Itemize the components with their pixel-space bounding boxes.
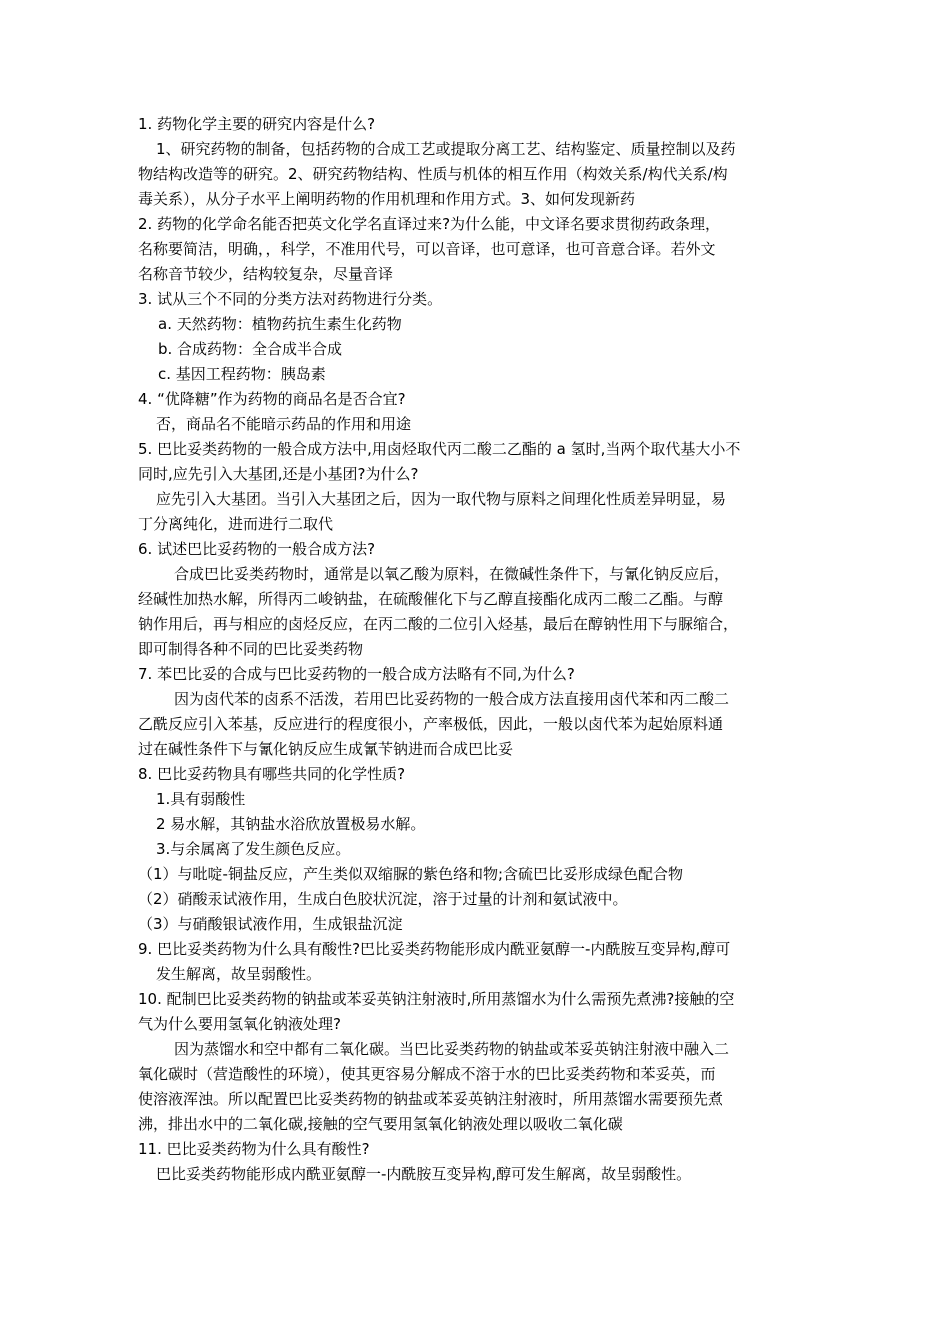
question-4: 4. “优降糖”作为药物的商品名是否合宜? (138, 390, 406, 408)
question-5-cont: 同时,应先引入大基团,还是小基团?为什么? (138, 465, 419, 483)
question-3: 3. 试从三个不同的分类方法对药物进行分类。 (138, 290, 443, 308)
answer-list-item: b. 合成药物：全合成半合成 (158, 340, 343, 358)
answer-line: 发生解离，故呈弱酸性。 (156, 965, 322, 983)
answer-line: 名称音节较少，结构较复杂，尽量音译 (138, 265, 394, 283)
answer-line: （1）与吡啶-铜盐反应，产生类似双缩脲的紫色络和物;含硫巴比妥形成绿色配合物 (138, 865, 684, 883)
answer-line: 因为卤代苯的卤系不活泼，若用巴比妥药物的一般合成方法直接用卤代苯和丙二酸二 (174, 690, 730, 708)
answer-line: 因为蒸馏水和空中都有二氧化碳。当巴比妥类药物的钠盐或苯妥英钠注射液中融入二 (174, 1040, 730, 1058)
answer-line: 物结构改造等的研究。2、研究药物结构、性质与机体的相互作用（构效关系/构代关系/构 (138, 165, 728, 183)
answer-line: 1、研究药物的制备，包括药物的合成工艺或提取分离工艺、结构鉴定、质量控制以及药 (156, 140, 736, 158)
answer-line: 乙酰反应引入苯基，反应进行的程度很小，产率极低，因此，一般以卤代苯为起始原料通 (138, 715, 724, 733)
answer-line: 应先引入大基团。当引入大基团之后，因为一取代物与原料之间理化性质差异明显，易 (156, 490, 727, 508)
answer-line: 丁分离纯化，进而进行二取代 (138, 515, 334, 533)
question-7: 7. 苯巴比妥的合成与巴比妥药物的一般合成方法略有不同,为什么? (138, 665, 575, 683)
question-5: 5. 巴比妥类药物的一般合成方法中,用卤烃取代丙二酸二乙酯的 a 氢时,当两个取代基大小不 (138, 440, 741, 458)
answer-line: 经碱性加热水解，所得丙二峻钠盐，在硫酸催化下与乙醇直接酯化成丙二酸二乙酯。与醇 (138, 590, 724, 608)
question-10: 10. 配制巴比妥类药物的钠盐或苯妥英钠注射液时,所用蒸馏水为什么需预先煮沸?接触的空 (138, 990, 735, 1008)
answer-line: （3）与硝酸银试液作用，生成银盐沉淀 (138, 915, 403, 933)
question-8: 8. 巴比妥药物具有哪些共同的化学性质? (138, 765, 406, 783)
answer-list-item: c. 基因工程药物：胰岛素 (158, 365, 326, 383)
question-10-cont: 气为什么要用氢氧化钠液处理? (138, 1015, 341, 1033)
answer-line: 名称要简洁，明确，，科学，不准用代号，可以音译，也可意译，也可音意合译。若外文 (138, 240, 716, 258)
answer-line: 合成巴比妥类药物时，通常是以氧乙酸为原料，在微碱性条件下，与氰化钠反应后， (174, 565, 730, 583)
answer-line: 使溶液浑浊。所以配置巴比妥类药物的钠盐或苯妥英钠注射液时，所用蒸馏水需要预先煮 (138, 1090, 724, 1108)
answer-line: 即可制得各种不同的巴比妥类药物 (138, 640, 364, 658)
answer-line: 毒关系），从分子水平上阐明药物的作用机理和作用方式。3、如何发现新药 (138, 190, 636, 208)
answer-line: 1.具有弱酸性 (156, 790, 246, 808)
answer-line: 3.与余属离了发生颜色反应。 (156, 840, 351, 858)
question-2: 2. 药物的化学命名能否把英文化学名直译过来?为什么能，中文译名要求贯彻药政条理， (138, 215, 721, 233)
answer-line: 氧化碳时（营造酸性的环境），使其更容易分解成不溶于水的巴比妥类药物和苯妥英，而 (138, 1065, 716, 1083)
answer-line: 2 易水解，其钠盐水浴欣放置极易水解。 (156, 815, 426, 833)
question-11: 11. 巴比妥类药物为什么具有酸性? (138, 1140, 370, 1158)
answer-line: 巴比妥类药物能形成内酰亚氨醇一-内酰胺互变异构,醇可发生解离，故呈弱酸性。 (156, 1165, 692, 1183)
question-1: 1. 药物化学主要的研究内容是什么? (138, 115, 376, 133)
answer-line: 过在碱性条件下与氰化钠反应生成氰苄钠进而合成巴比妥 (138, 740, 514, 758)
answer-line: （2）硝酸汞试液作用，生成白色胶状沉淀，溶于过量的计剂和氨试液中。 (138, 890, 628, 908)
document-body (138, 112, 818, 1187)
answer-line: 钠作用后，再与相应的卤烃反应，在丙二酸的二位引入烃基，最后在醇钠性用下与脲缩合， (138, 615, 739, 633)
answer-line: 沸，排出水中的二氧化碳,接触的空气要用氢氧化钠液处理以吸收二氧化碳 (138, 1115, 623, 1133)
answer-line: 否，商品名不能暗示药品的作用和用途 (156, 415, 412, 433)
question-9: 9. 巴比妥类药物为什么具有酸性?巴比妥类药物能形成内酰亚氨醇一-内酰胺互变异构,醇可 (138, 940, 731, 958)
question-6: 6. 试述巴比妥药物的一般合成方法? (138, 540, 376, 558)
answer-list-item: a. 天然药物：植物药抗生素生化药物 (158, 315, 402, 333)
